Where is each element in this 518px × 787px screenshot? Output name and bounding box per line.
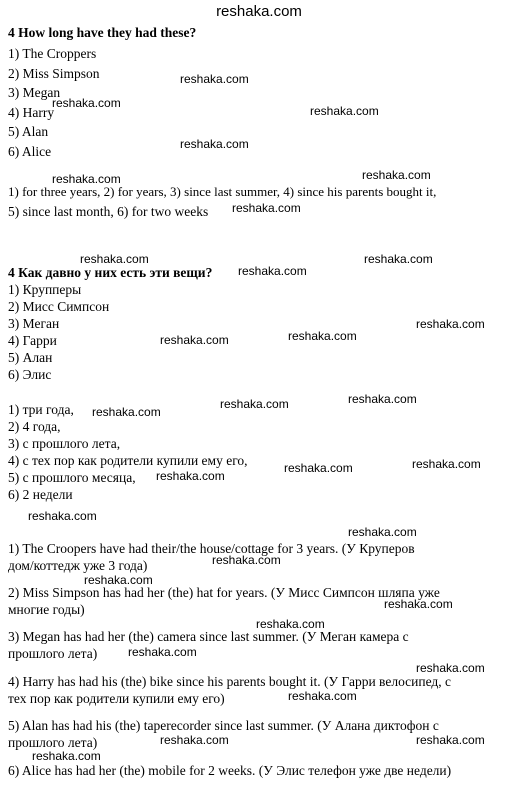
list-item-ru-1: 1) Крупперы — [8, 282, 82, 297]
list-item-en-5: 5) Alan — [8, 124, 49, 139]
list-item-ru-4: 4) Гарри — [8, 333, 57, 348]
watermark: reshaka.com — [256, 617, 325, 631]
sentence-2-line-2: многие годы) — [8, 602, 85, 617]
watermark: reshaka.com — [52, 172, 121, 186]
sentence-4-line-2: тех пор как родители купили ему его) — [8, 691, 225, 706]
list-item-en-4: 4) Harry — [8, 105, 55, 120]
watermark: reshaka.com — [348, 392, 417, 406]
watermark: reshaka.com — [416, 661, 485, 675]
watermark: reshaka.com — [348, 525, 417, 539]
watermark: reshaka.com — [288, 689, 357, 703]
list-item-ru-2: 2) Мисс Симпсон — [8, 299, 110, 314]
watermark: reshaka.com — [92, 405, 161, 419]
watermark: reshaka.com — [52, 96, 121, 110]
watermark: reshaka.com — [284, 461, 353, 475]
answer-ru-5: 5) с прошлого месяца, — [8, 470, 136, 485]
watermark: reshaka.com — [416, 733, 485, 747]
answer-ru-3: 3) с прошлого лета, — [8, 436, 121, 451]
list-item-ru-5: 5) Алан — [8, 350, 53, 365]
watermark: reshaka.com — [28, 509, 97, 523]
section-title-en: 4 How long have they had these? — [8, 25, 197, 40]
sentence-6-line-1: 6) Alice has had her (the) mobile for 2 weeks. (У Элис телефон уже две недели) — [8, 763, 452, 778]
watermark: reshaka.com — [180, 72, 249, 86]
watermark: reshaka.com — [32, 749, 101, 763]
list-item-en-2: 2) Miss Simpson — [8, 66, 100, 81]
watermark: reshaka.com — [80, 252, 149, 266]
sentence-3-line-2: прошлого лета) — [8, 646, 98, 661]
sentence-5-line-1: 5) Alan has had his (the) taperecorder since last summer. (У Алана диктофон с — [8, 718, 439, 733]
watermark: reshaka.com — [160, 333, 229, 347]
watermark: reshaka.com — [412, 457, 481, 471]
header-watermark: reshaka.com — [216, 3, 302, 20]
sentence-2-line-1: 2) Miss Simpson has had her (the) hat for years. (У Мисс Симпсон шляпа уже — [8, 585, 440, 600]
watermark: reshaka.com — [238, 264, 307, 278]
watermark: reshaka.com — [288, 329, 357, 343]
list-item-ru-6: 6) Элис — [8, 367, 52, 382]
watermark: reshaka.com — [362, 168, 431, 182]
list-item-en-6: 6) Alice — [8, 144, 52, 159]
sentence-4-line-1: 4) Harry has had his (the) bike since his parents bought it. (У Гарри велосипед, с — [8, 674, 452, 689]
watermark: reshaka.com — [156, 469, 225, 483]
watermark: reshaka.com — [128, 645, 197, 659]
sentence-3-line-1: 3) Megan has had her (the) camera since last summer. (У Меган камера с — [8, 629, 409, 644]
watermark: reshaka.com — [364, 252, 433, 266]
answer-key-line-2: 5) since last month, 6) for two weeks — [8, 204, 209, 219]
watermark: reshaka.com — [180, 137, 249, 151]
section-title-ru: 4 Как давно у них есть эти вещи? — [8, 265, 213, 280]
watermark: reshaka.com — [416, 317, 485, 331]
watermark: reshaka.com — [84, 573, 153, 587]
list-item-en-3: 3) Megan — [8, 85, 61, 100]
watermark: reshaka.com — [310, 104, 379, 118]
sentence-1-line-2: дом/коттедж уже 3 года) — [8, 558, 148, 573]
answer-ru-1: 1) три года, — [8, 402, 74, 417]
watermark: reshaka.com — [384, 597, 453, 611]
answer-ru-2: 2) 4 года, — [8, 419, 61, 434]
watermark: reshaka.com — [160, 733, 229, 747]
watermark: reshaka.com — [232, 201, 301, 215]
sentence-5-line-2: прошлого лета) — [8, 735, 98, 750]
answer-key-line-1: 1) for three years, 2) for years, 3) since last summer, 4) since his parents bought it, — [8, 184, 437, 199]
list-item-ru-3: 3) Меган — [8, 316, 60, 331]
sentence-1-line-1: 1) The Croopers have had their/the house/cottage for 3 years. (У Круперов — [8, 541, 415, 556]
watermark: reshaka.com — [212, 553, 281, 567]
answer-ru-6: 6) 2 недели — [8, 487, 73, 502]
watermark: reshaka.com — [220, 397, 289, 411]
list-item-en-1: 1) The Croppers — [8, 46, 97, 61]
answer-ru-4: 4) с тех пор как родители купили ему его, — [8, 453, 248, 468]
